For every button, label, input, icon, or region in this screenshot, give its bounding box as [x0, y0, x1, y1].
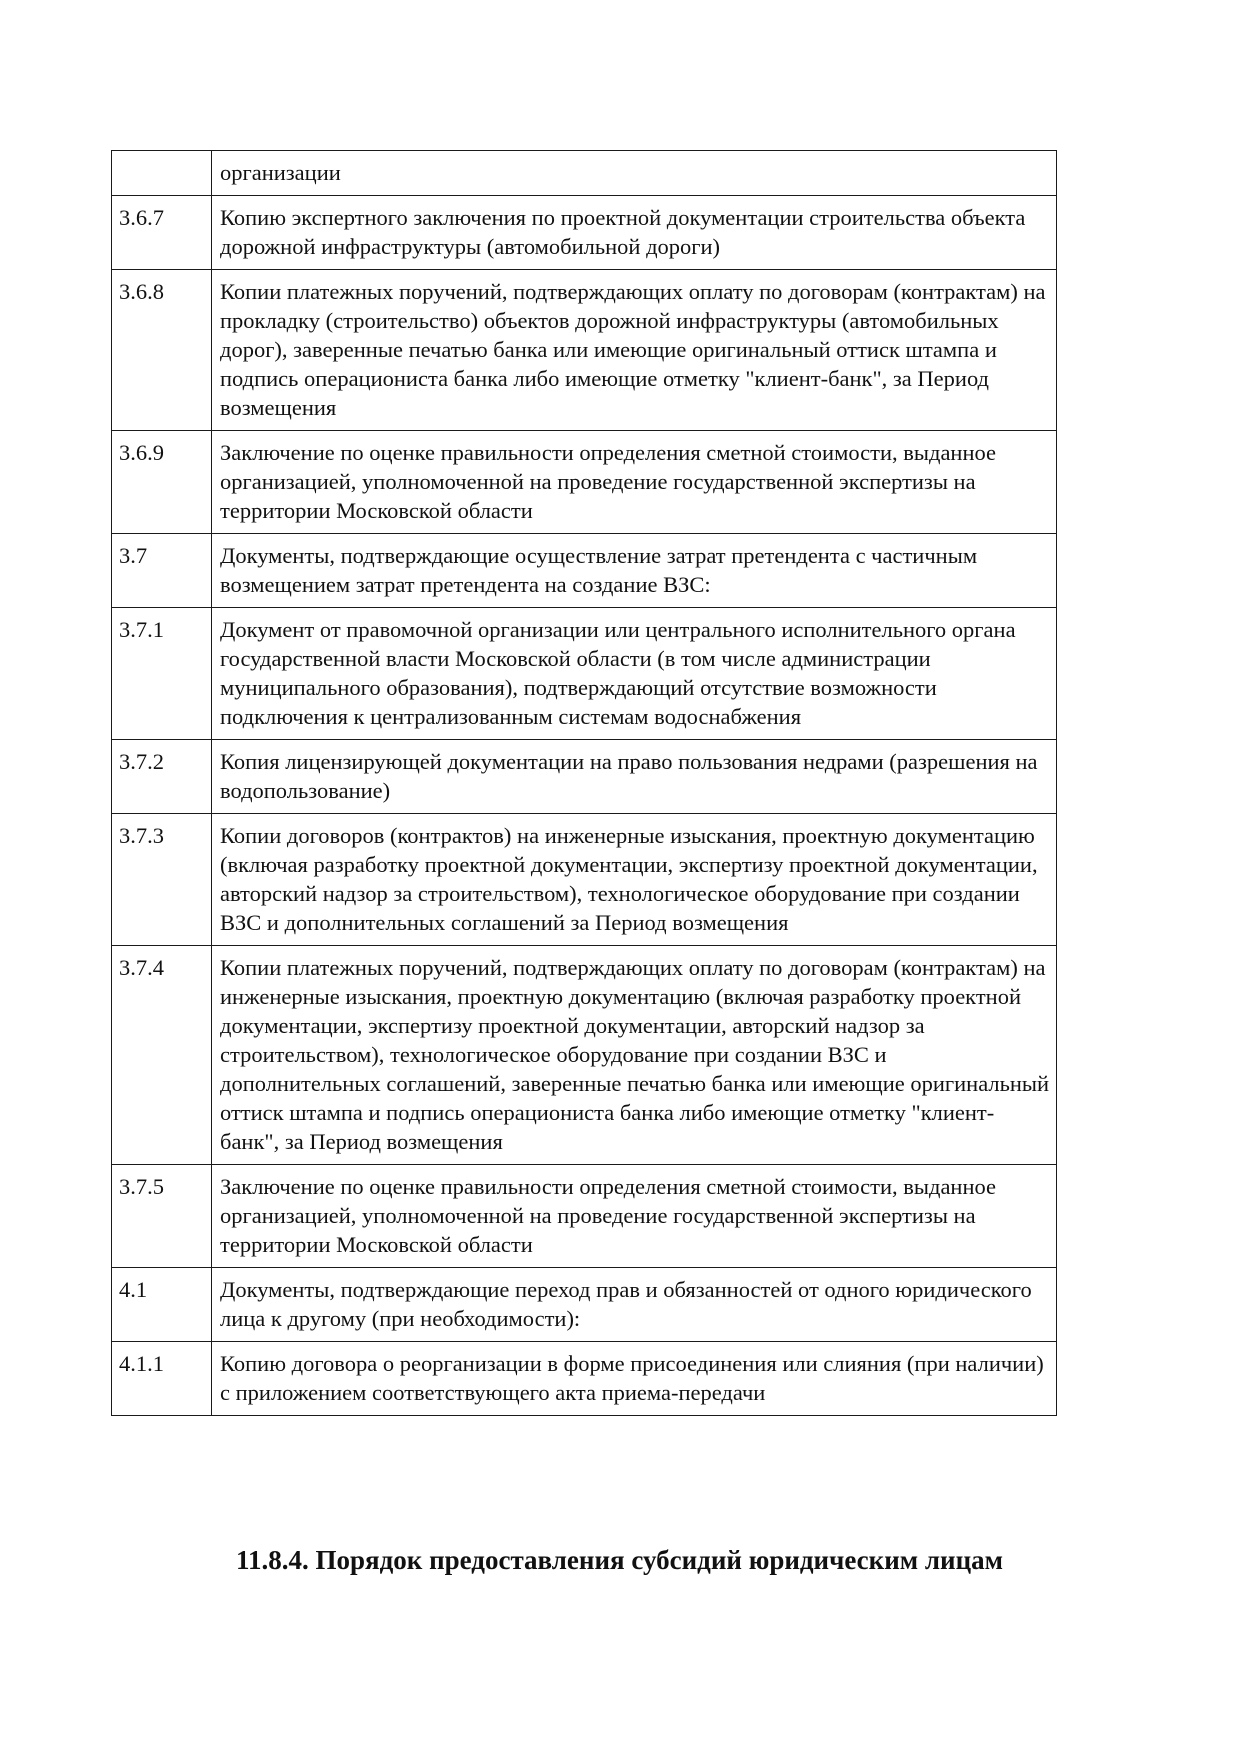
- row-number: 3.7.1: [112, 608, 212, 740]
- row-text: Копия лицензирующей документации на право пользования недрами (разрешения на водопользование): [212, 740, 1057, 814]
- row-number: [112, 151, 212, 196]
- row-number: 4.1.1: [112, 1342, 212, 1416]
- row-number: 3.6.8: [112, 270, 212, 431]
- table-row: [112, 151, 1057, 196]
- row-text: Документ от правомочной организации или центрального исполнительного органа государственной власти Московской области (в том числе администрации муниципального образования), подтверждающий отсутствие возможности подключения к централизованным системам водоснабжения: [212, 608, 1057, 740]
- row-number: 3.7: [112, 534, 212, 608]
- row-number: 3.7.4: [112, 946, 212, 1165]
- row-number: 3.7.3: [112, 814, 212, 946]
- table-row: [112, 946, 1057, 1165]
- section-heading: 11.8.4. Порядок предоставления субсидий юридическим лицам: [236, 1545, 1004, 1575]
- table-row: [112, 1165, 1057, 1268]
- table-row: [112, 196, 1057, 270]
- row-text: Копии платежных поручений, подтверждающих оплату по договорам (контрактам) на инженерные изыскания, проектную документацию (включая разработку проектной документации, экспертизу проектной документации, авторский надзор за строительством), технологическое оборудование при создании ВЗС и дополнительных соглашений, заверенные печатью банка или имеющие оригинальный оттиск штампа и подпись операциониста банка либо имеющие отметку "клиент-банк", за Период возмещения: [212, 946, 1057, 1165]
- row-text: Документы, подтверждающие переход прав и обязанностей от одного юридического лица к другому (при необходимости):: [212, 1268, 1057, 1342]
- row-text: Заключение по оценке правильности определения сметной стоимости, выданное организацией, уполномоченной на проведение государственной экспертизы на территории Московской области: [212, 431, 1057, 534]
- row-text: Копии договоров (контрактов) на инженерные изыскания, проектную документацию (включая разработку проектной документации, экспертизу проектной документации, авторский надзор за строительством), технологическое оборудование при создании ВЗС и дополнительных соглашений за Период возмещения: [212, 814, 1057, 946]
- table-row: [112, 431, 1057, 534]
- row-text: Копии платежных поручений, подтверждающих оплату по договорам (контрактам) на прокладку (строительство) объектов дорожной инфраструктуры (автомобильных дорог), заверенные печатью банка или имеющие оригинальный оттиск штампа и подпись операциониста банка либо имеющие отметку "клиент-банк", за Период возмещения: [212, 270, 1057, 431]
- row-text: Документы, подтверждающие осуществление затрат претендента с частичным возмещением затрат претендента на создание ВЗС:: [212, 534, 1057, 608]
- documents-table: [111, 150, 1057, 1416]
- row-text: Заключение по оценке правильности определения сметной стоимости, выданное организацией, уполномоченной на проведение государственной экспертизы на территории Московской области: [212, 1165, 1057, 1268]
- table-row: [112, 814, 1057, 946]
- row-text: организации: [212, 151, 1057, 196]
- row-number: 3.7.5: [112, 1165, 212, 1268]
- table-row: [112, 1342, 1057, 1416]
- row-number: 3.7.2: [112, 740, 212, 814]
- row-number: 3.6.7: [112, 196, 212, 270]
- table-row: [112, 608, 1057, 740]
- row-text: Копию экспертного заключения по проектной документации строительства объекта дорожной инфраструктуры (автомобильной дороги): [212, 196, 1057, 270]
- row-number: 3.6.9: [112, 431, 212, 534]
- table-row: [112, 270, 1057, 431]
- row-number: 4.1: [112, 1268, 212, 1342]
- table-row: [112, 1268, 1057, 1342]
- table-row: [112, 534, 1057, 608]
- documents-table-body: [112, 151, 1057, 1416]
- row-text: Копию договора о реорганизации в форме присоединения или слияния (при наличии) с приложением соответствующего акта приема-передачи: [212, 1342, 1057, 1416]
- table-row: [112, 740, 1057, 814]
